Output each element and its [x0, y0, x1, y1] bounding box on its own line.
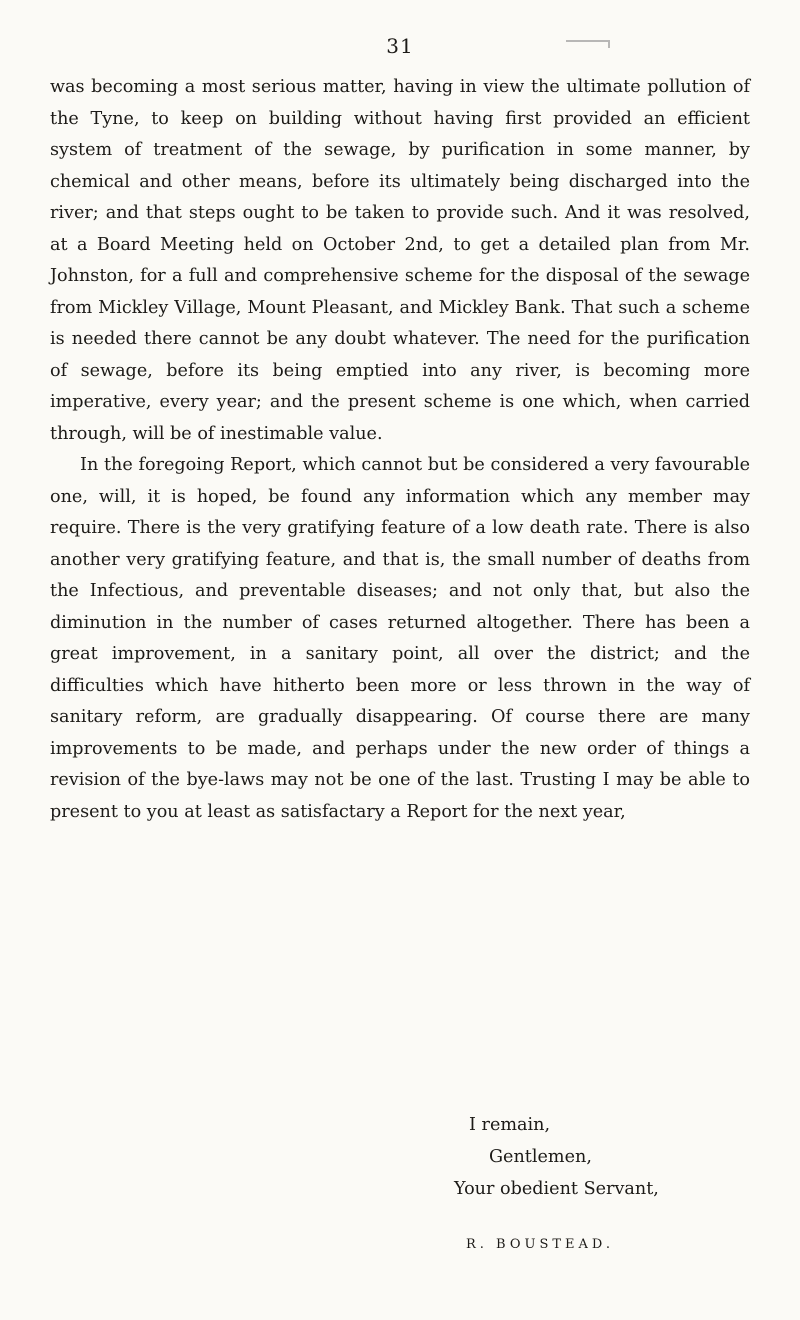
page-number: 31 — [386, 34, 414, 58]
letter-body — [50, 72, 750, 828]
closing-remain: I remain, — [469, 1115, 551, 1135]
signature: R. BOUSTEAD. — [466, 1237, 615, 1252]
paragraph-continuation: was becoming a most serious matter, having in view the ultimate pollution of the Tyne, to keep on building without having first provided an efficient system of treatment of the sewage, by purification in some manner, by chemical and other means, before its ultimately being discharged into the river; and that steps ought to be taken to provide such. And it was resolved, at a Board Meeting held on October 2nd, to get a detailed plan from Mr. Johnston, for a full and comprehensive scheme for the disposal of the sewage from Mickley Village, Mount Pleasant, and Mickley Bank. That such a scheme is needed there cannot be any doubt whatever. The need for the purification of sewage, before its being emptied into any river, is becoming more imperative, every year; and the present scheme is one which, when carried through, will be of inestimable value. — [50, 77, 750, 444]
closing-salutation: Gentlemen, — [489, 1147, 592, 1167]
decorative-mark — [566, 40, 610, 48]
closing-valediction: Your obedient Servant, — [454, 1179, 659, 1199]
paragraph-report-summary: In the foregoing Report, which cannot but be considered a very favourable one, will, it is hoped, be found any information which any member may require. There is the very gratifying feature of a low death rate. There is also another very gratifying feature, and that is, the small number of deaths from the Infectious, and preventable diseases; and not only that, but also the diminution in the number of cases returned altogether. There has been a great improvement, in a sanitary point, all over the district; and the difficulties which have hitherto been more or less thrown in the way of sanitary reform, are gradually disappearing. Of course there are many improvements to be made, and perhaps under the new order of things a revision of the bye-laws may not be one of the last. Trusting I may be able to present to you at least as satisfactary a Report for the next year, — [50, 455, 750, 822]
